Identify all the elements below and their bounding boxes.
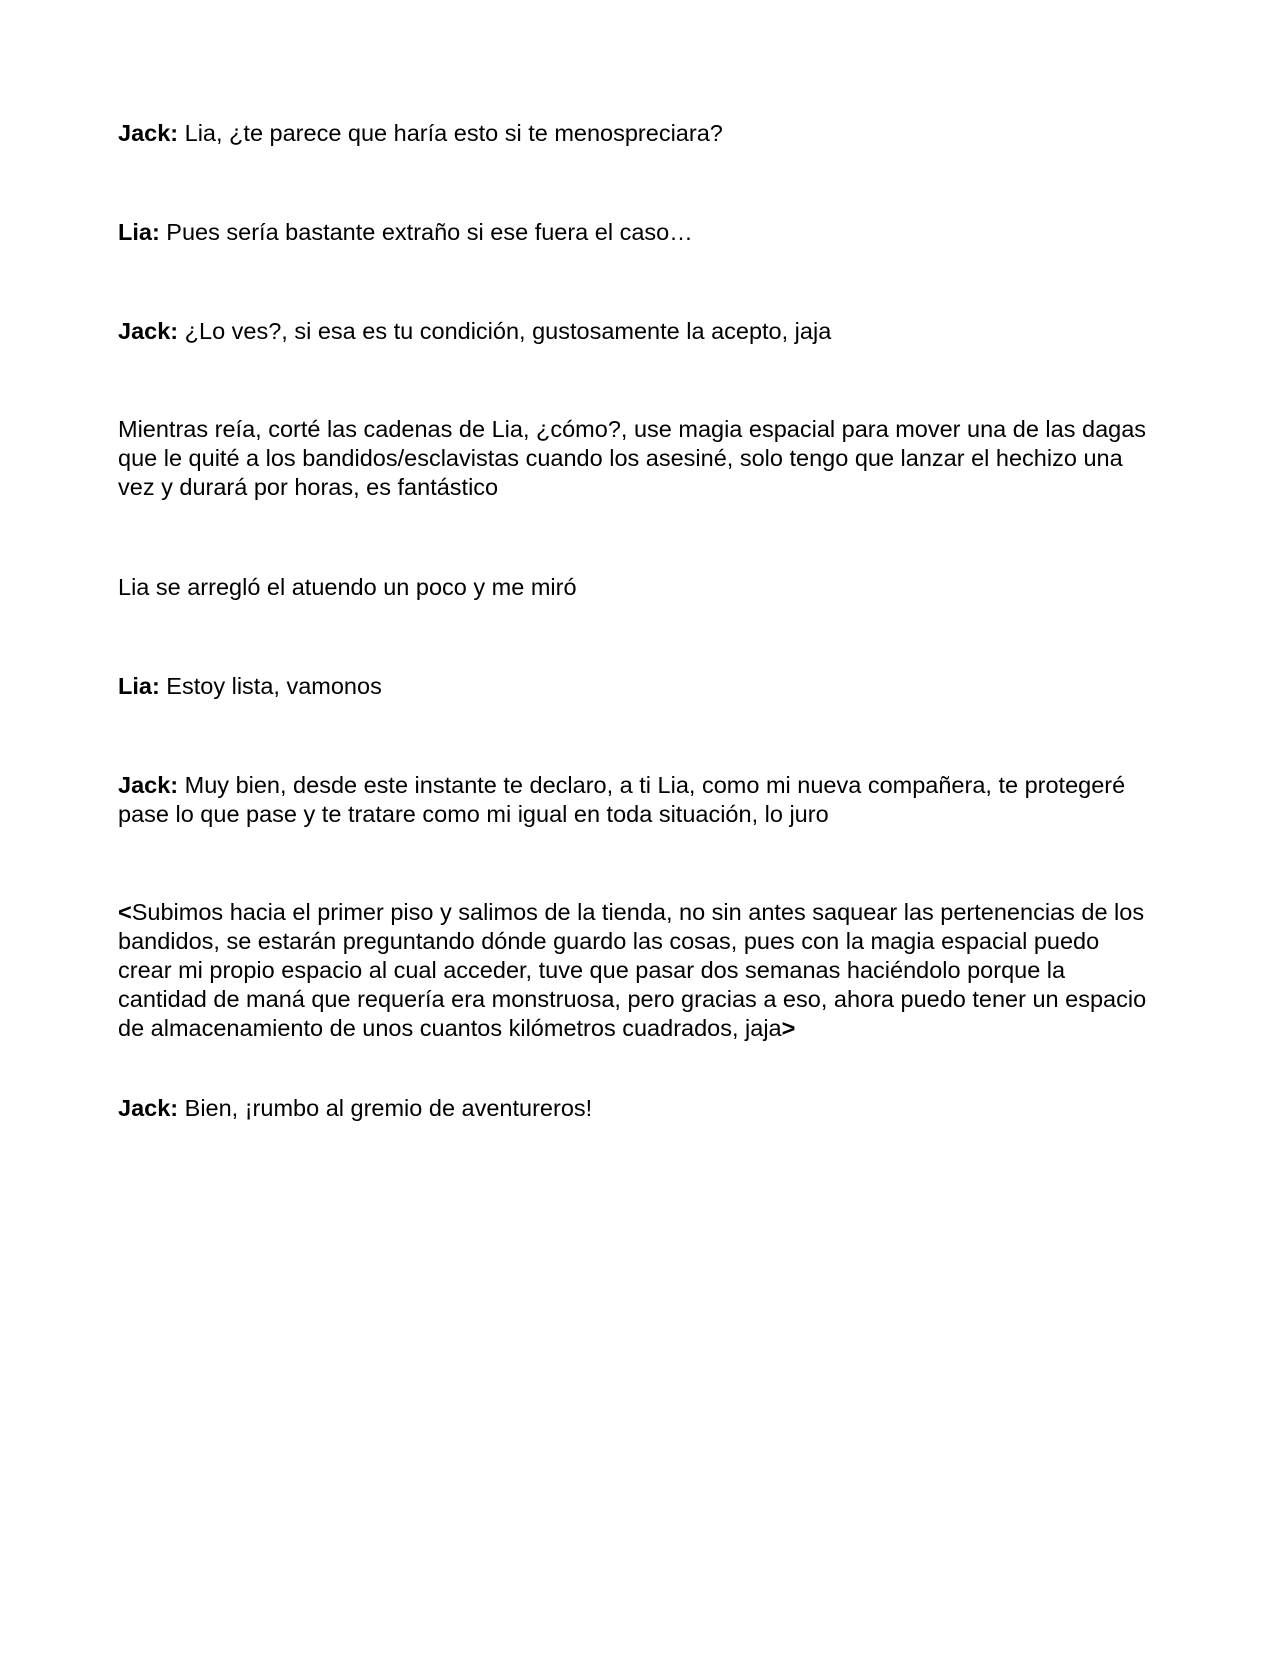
paragraph-jack-4 [118, 1094, 1153, 1123]
speaker-label: Jack: [118, 1095, 179, 1121]
dialogue-text: Pues sería bastante extraño si ese fuera el caso… [159, 219, 693, 245]
dialogue-text: Lia, ¿te parece que haría esto si te menospreciara? [178, 120, 723, 146]
thought-close-mark: > [781, 1015, 796, 1041]
narration-text: Mientras reía, corté las cadenas de Lia, ¿cómo?, use magia espacial para mover una de las dagas que le quité a los bandidos/esclavistas cuando los asesiné, solo tengo que lanzar el hechizo una vez y durará por horas, es fantástico [118, 416, 1147, 500]
paragraph-thought [118, 898, 1153, 1043]
paragraph-jack-2 [118, 317, 1153, 346]
paragraph-lia-1 [118, 218, 1153, 247]
dialogue-text: Bien, ¡rumbo al gremio de aventureros! [178, 1095, 593, 1121]
speaker-label: Lia: [118, 219, 160, 245]
speaker-label: Jack: [118, 772, 179, 798]
paragraph-narration-1 [118, 415, 1153, 502]
speaker-label: Lia: [118, 673, 160, 699]
paragraph-narration-2 [118, 573, 1153, 602]
thought-open-mark: < [118, 899, 132, 925]
dialogue-text: ¿Lo ves?, si esa es tu condición, gustosamente la acepto, jaja [178, 318, 832, 344]
thought-text: Subimos hacia el primer piso y salimos de la tienda, no sin antes saquear las pertenencias de los bandidos, se estarán preguntando dónde guardo las cosas, pues con la magia espacial puedo crear mi propio espacio al cual acceder, tuve que pasar dos semanas haciéndolo porque la cantidad de maná que requería era monstruosa, pero gracias a eso, ahora puedo tener un espacio de almacenamiento de unos cuantos kilómetros cuadrados, jaja [118, 899, 1147, 1041]
paragraph-jack-1 [118, 119, 1153, 148]
speaker-label: Jack: [118, 318, 179, 344]
speaker-label: Jack: [118, 120, 179, 146]
paragraph-lia-2 [118, 672, 1153, 701]
narration-text: Lia se arregló el atuendo un poco y me miró [118, 574, 577, 600]
dialogue-text: Muy bien, desde este instante te declaro, a ti Lia, como mi nueva compañera, te protegeré pase lo que pase y te tratare como mi igual en toda situación, lo juro [118, 772, 1126, 827]
dialogue-text: Estoy lista, vamonos [159, 673, 382, 699]
paragraph-jack-3 [118, 771, 1153, 829]
